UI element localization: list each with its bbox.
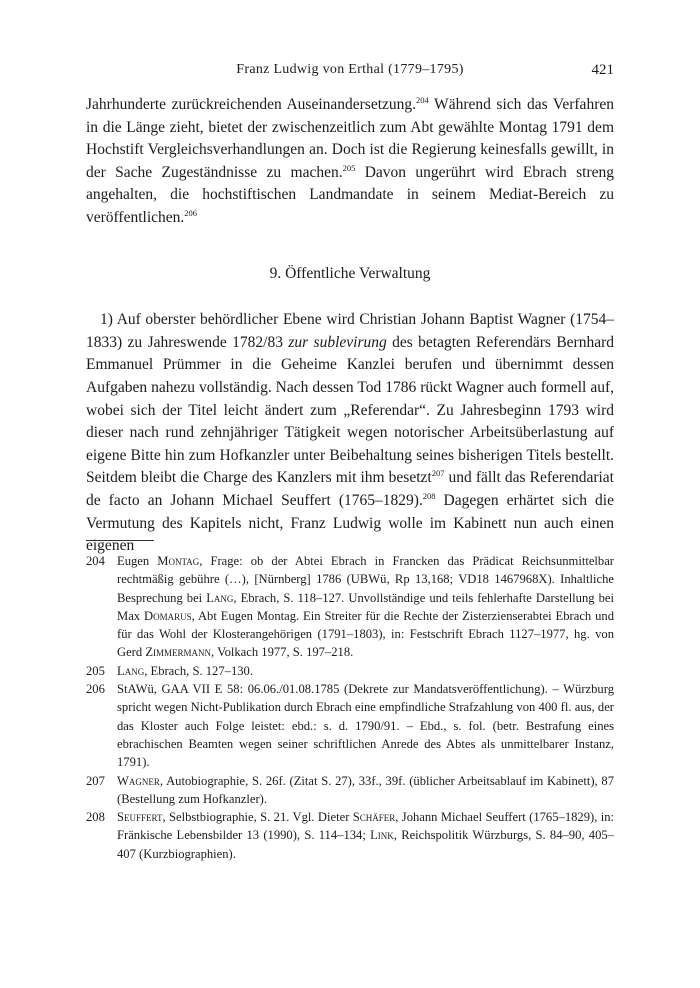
footnote — [86, 808, 614, 863]
footnote-ref: 205 — [342, 162, 356, 173]
section-heading: 9. Öffentliche Verwaltung — [269, 264, 431, 282]
text-segment: Jahrhunderte zurückreichenden Auseinandersetzung. — [86, 96, 417, 113]
running-title: Franz Ludwig von Erthal (1779–1795) — [236, 62, 464, 77]
text-segment: Eugen — [117, 554, 158, 568]
text-segment: 1) Auf oberster behördlicher Ebene wird Christian Johann Baptist Wagner (1754–1833) zu Jahreswende 1782/83 — [86, 311, 614, 351]
footnote-ref: 207 — [431, 468, 445, 479]
paragraph-continued — [86, 94, 614, 230]
text-segment: des betagten Referendärs Bernhard Emmanuel Prümmer in die Geheime Kanzlei berufen und übernimmt dessen Aufgaben nahezu vollständig. Nach dessen Tod 1786 rückt Wagner auch formell auf, wobei sich der Titel leicht ändert zum „Referendar“. Zu Jahresbeginn 1793 wird dieser nach rund zehnjähriger Tätigkeit wegen notorischer Arbeitsüberlastung auf eigene Bitte hin zum Hofkanzler unter Beibehaltung seines bisherigen Titels bestellt. Seitdem bleibt die Charge des Kanzlers mit ihm besetzt — [86, 333, 614, 487]
italic-quote: zur sublevirung — [288, 333, 387, 351]
footnote-number: 206 — [86, 682, 105, 697]
footnote-number: 204 — [86, 554, 105, 568]
text-segment: , Reichspolitik Würzburgs, S. 84–90, 405–407 (Kurzbiographien). — [117, 828, 614, 861]
author-name: Seuffert — [117, 810, 163, 825]
text-segment: Davon ungerührt wird Ebrach streng angehalten, die hochstiftischen Landmandate in seinem Mediat-Bereich zu veröffentlichen. — [86, 163, 614, 226]
footnote-text: StAWü, GAA VII E 58: 06.06./01.08.1785 (Dekrete zur Mandatsveröffentlichung). – Würzburg spricht wegen Nicht-Publikation durch Ebrach eine empfindliche Strafzahlung von 400 fl. aus, der das Kloster auch Folge leistet: ebd.: s. d. 1790/91. – Ebd., s. fol. (betr. Bestrafung eines ebrachischen Beamten wegen seiner schriftlichen Anrede des Abtes als unmittelbarer Instanz, 1791). — [117, 682, 614, 770]
footnote-text — [117, 552, 614, 662]
author-name: Wagner — [117, 773, 160, 788]
text-segment: , Frage: ob der Abtei Ebrach in Francken das Prädicat Reichsunmittelbar rechtmäßig gebühre (…), [Nürnberg] 1786 (UBWü, Rp 13,168; VD18 1467968X). Inhaltliche Besprechung bei — [117, 554, 614, 605]
footnote — [86, 662, 614, 680]
text-segment: und fällt das Referendariat de facto an Johann Michael Seuffert (1765–1829). — [86, 469, 614, 509]
running-header — [86, 62, 614, 84]
main-text — [86, 94, 614, 558]
text-segment: Während sich das Verfahren in die Länge zieht, bietet der zwischenzeitlich zum Abt gewählte Montag 1791 dem Hochstift Vergleichsverhandlungen an. Doch ist die Regierung keinesfalls gewillt, in der Sache Zugeständnisse zu machen. — [86, 96, 614, 181]
text-segment: , Ebrach, S. 118–127. Unvollständige und teils fehlerhafte Darstellung bei Max — [117, 590, 614, 623]
footnote-text — [117, 808, 614, 863]
page-number: 421 — [591, 62, 614, 78]
footnote — [86, 772, 614, 809]
footnote — [86, 552, 614, 662]
author-name: Lang — [206, 590, 234, 605]
author-name: Zimmermann — [145, 645, 212, 660]
text-segment: , Volkach 1977, S. 197–218. — [211, 645, 354, 660]
author-name: Schäfer — [352, 810, 396, 825]
text-segment: , Ebrach, S. 127–130. — [144, 663, 253, 678]
author-name: Link — [370, 828, 394, 843]
author-name: Montag — [157, 554, 200, 568]
text-segment: , Selbstbiographie, S. 21. Vgl. Dieter — [162, 810, 353, 825]
footnote-number: 207 — [86, 773, 105, 788]
footnote-number: 208 — [86, 810, 105, 825]
footnote-text — [117, 662, 614, 680]
text-segment: , Abt Eugen Montag. Ein Streiter für die Rechte der Zisterzienserabtei Ebrach und für das Wohl der Klosterangehörigen (1791–1803), in: Festschrift Ebrach 1127–1977, hg. von Gerd — [117, 608, 615, 660]
footnote-separator — [86, 540, 154, 541]
footnote-text — [117, 772, 614, 809]
footnotes — [86, 552, 614, 863]
author-name: Lang — [117, 663, 145, 678]
text-segment: Dagegen erhärtet sich die Vermutung des Kapitels nicht, Franz Ludwig wolle im Kabinett nun auch einen eigenen — [86, 491, 614, 555]
text-segment: , Johann Michael Seuffert (1765–1829), in: Fränkische Lebensbilder 13 (1990), S. 114–134; — [117, 810, 614, 843]
text-segment: , Autobiographie, S. 26f. (Zitat S. 27), 33f., 39f. (üblicher Arbeitsablauf im Kabinett), 87 (Bestellung zum Hofkanzler). — [117, 773, 614, 806]
footnote-ref: 206 — [184, 207, 198, 218]
footnote-number: 205 — [86, 663, 105, 678]
author-name: Domarus — [144, 608, 192, 623]
paragraph — [86, 309, 614, 558]
footnote — [86, 680, 614, 771]
footnote-ref: 204 — [416, 95, 429, 105]
footnote-ref: 208 — [422, 490, 436, 501]
